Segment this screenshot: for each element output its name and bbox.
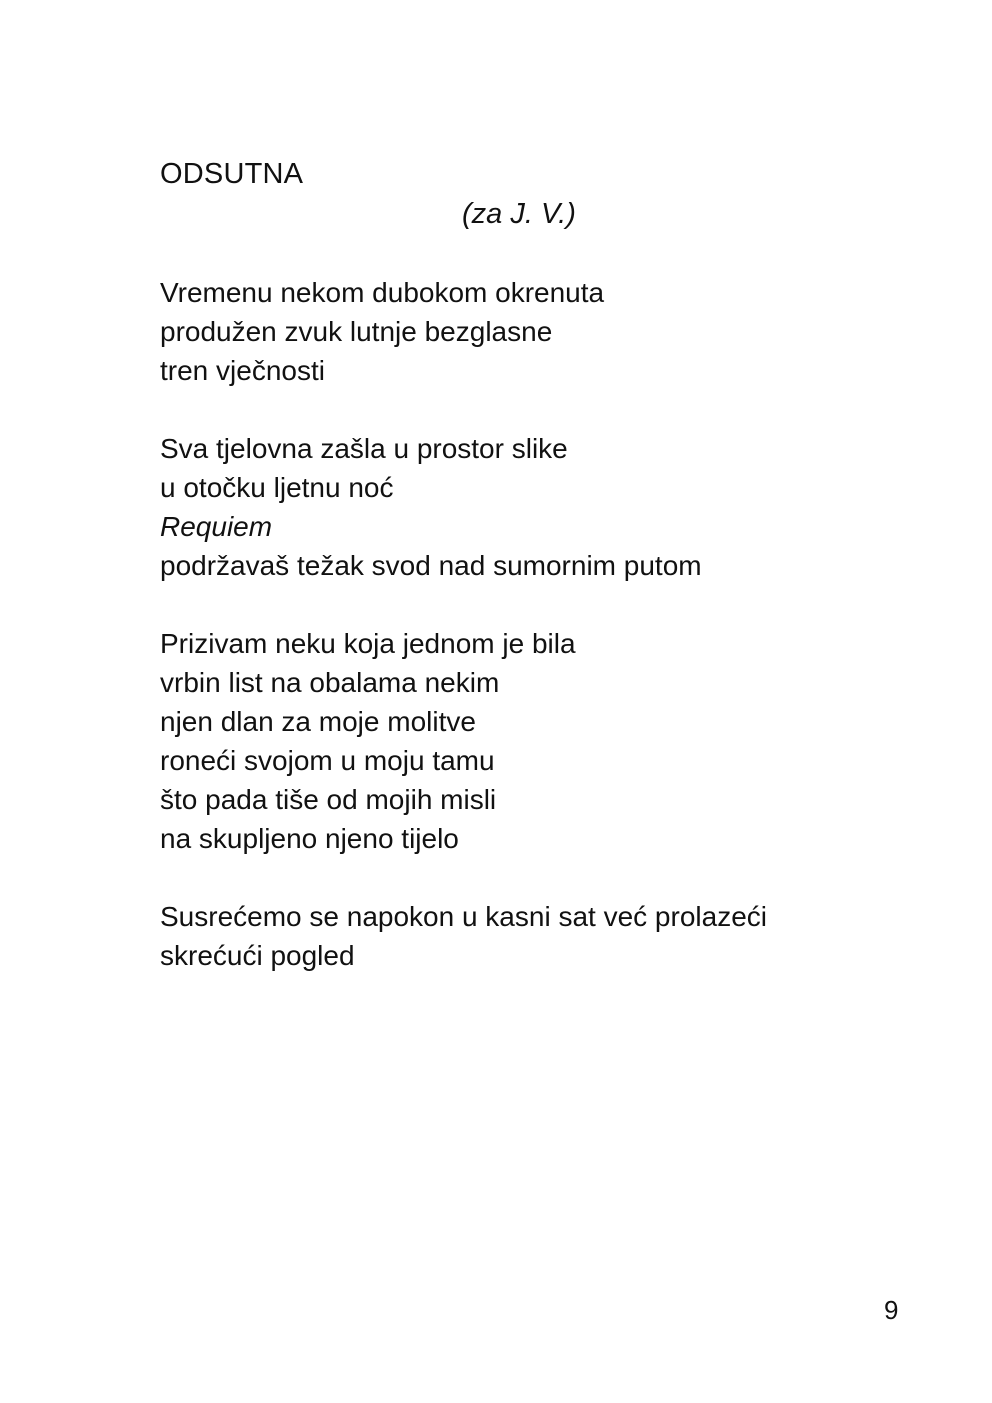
stanza-1 (160, 273, 604, 390)
stanza-4 (160, 897, 767, 975)
poem-line: tren vječnosti (160, 355, 325, 386)
poem-line: Susrećemo se napokon u kasni sat već prolazeći (160, 901, 767, 932)
poem-line: Vremenu nekom dubokom okrenuta (160, 277, 605, 308)
poem-line: njen dlan za moje molitve (160, 706, 476, 737)
poem-line: skrećući pogled (160, 940, 355, 971)
poem-line: Sva tjelovna zašla u prostor slike (160, 433, 568, 464)
poem-line: što pada tiše od mojih misli (160, 784, 497, 815)
poem-line: u otočku ljetnu noć (160, 472, 394, 503)
poem-line: vrbin list na obalama nekim (160, 667, 500, 698)
poem-line: Prizivam neku koja jednom je bila (160, 628, 576, 659)
poem-title: ODSUTNA (160, 158, 304, 190)
stanza-2 (160, 429, 702, 585)
poem-dedication: (za J. V.) (462, 198, 576, 230)
stanza-3 (160, 624, 576, 858)
page-number: 9 (884, 1295, 899, 1325)
poem-line: roneći svojom u moju tamu (160, 745, 495, 776)
poem-line-italic: Requiem (160, 511, 273, 542)
poem-line: na skupljeno njeno tijelo (160, 823, 459, 854)
poem-line: podržavaš težak svod nad sumornim putom (160, 550, 702, 581)
poem-line: produžen zvuk lutnje bezglasne (160, 316, 553, 347)
